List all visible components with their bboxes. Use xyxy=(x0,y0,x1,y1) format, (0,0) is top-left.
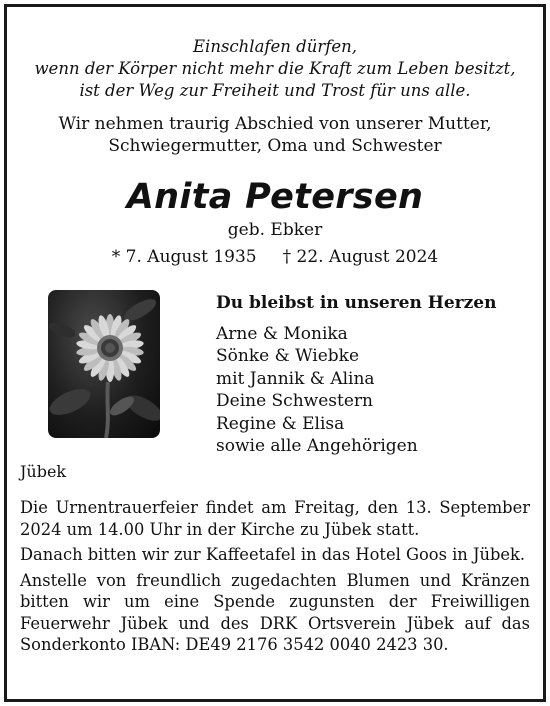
funeral-paragraph: Die Urnentrauerfeier findet am Freitag, den 13. September 2024 um 14.00 Uhr in der Kirche zu Jübek statt. xyxy=(20,498,530,539)
place-name: Jübek xyxy=(20,462,67,481)
poem-line: Einschlafen dürfen, xyxy=(193,37,357,56)
poem-line: wenn der Körper nicht mehr die Kraft zum Leben besitzt, xyxy=(34,59,516,78)
intro-text xyxy=(0,113,550,157)
birth-name: geb. Ebker xyxy=(227,220,323,240)
intro-line: Schwiegermutter, Oma und Schwester xyxy=(108,136,442,156)
service-details xyxy=(20,497,530,660)
mourners-heading: Du bleibst in unseren Herzen xyxy=(216,293,497,313)
life-dates xyxy=(0,246,550,268)
coffee-paragraph: Danach bitten wir zur Kaffeetafel in das Hotel Goos in Jübek. xyxy=(20,545,526,564)
mourner-line: Arne & Monika xyxy=(216,323,348,344)
mourner-line: Deine Schwestern xyxy=(216,391,373,411)
mourner-line: sowie alle Angehörigen xyxy=(216,436,418,456)
poem xyxy=(0,36,550,102)
mourner-line: mit Jannik & Alina xyxy=(216,368,375,389)
sunflower-photo xyxy=(48,290,160,438)
sunflower-icon xyxy=(48,290,160,438)
mourners-block xyxy=(216,292,496,458)
mourner-line: Regine & Elisa xyxy=(216,413,345,434)
poem-line: ist der Weg zur Freiheit und Trost für uns alle. xyxy=(79,81,471,100)
intro-line: Wir nehmen traurig Abschied von unserer Mutter, xyxy=(58,114,492,134)
mourner-line: Sönke & Wiebke xyxy=(216,346,360,366)
birth-date: * 7. August 1935 xyxy=(111,247,257,267)
death-date: † 22. August 2024 xyxy=(282,247,439,267)
donation-paragraph: Anstelle von freundlich zugedachten Blumen und Kränzen bitten wir um eine Spende zugunsten der Freiwilligen Feuerwehr Jübek und des DRK Ortsverein Jübek auf das Sonderkonto IBAN: DE49 2176 3542 0040 2423 30. xyxy=(20,570,530,654)
deceased-name: Anita Petersen xyxy=(126,177,424,217)
